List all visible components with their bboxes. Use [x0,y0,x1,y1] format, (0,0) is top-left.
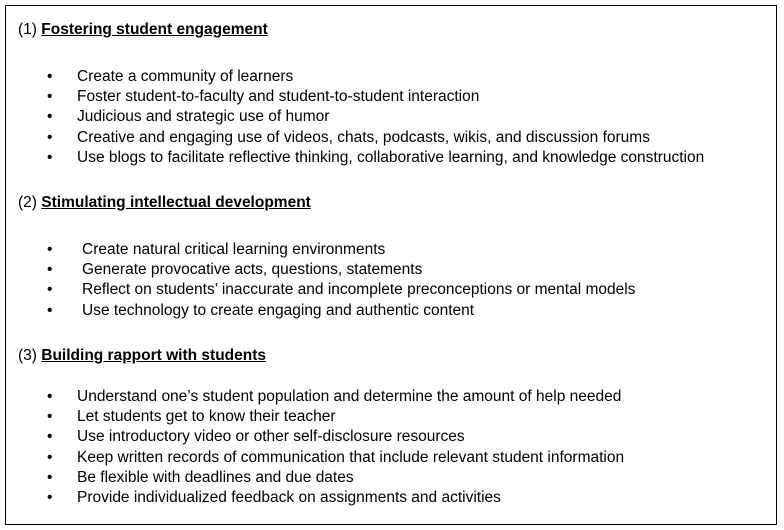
section-number: (3) [18,347,37,364]
section-number: (2) [18,194,37,211]
section-heading [18,347,266,365]
document-frame: (1) Fostering student engagement • Create a community of learners • Foster student-to-faculty and student-to-student interaction • Judicious and strategic use of humor • Creative and engaging use of videos, chats, podcasts, wikis, and discussion forums • Use blogs to facilitate reflective thinking, collaborative learning, and knowledge construction (2) Stimulating intellectual development • Create natural critical learning environments • Generate provocative acts, questions, statements • Reflect on students’ inaccurate and incomplete preconceptions or mental models • Use technology to create engaging and authentic content (3) Building rapport with students • Understand one’s student population and determine the amount of help needed • Let students get to know their teacher • Use introductory video or other self-disclosure resources • Keep written records of communication that include relevant student information • Be flexible with deadlines and due dates • Provide individualized feedback on assignments and activities [5,5,777,525]
bullet-icon: • [47,301,53,319]
section-heading [18,21,268,39]
bullet-icon: • [47,468,53,486]
section-title: Building rapport with students [41,347,267,364]
bullet-icon: • [47,241,53,258]
section-title: Stimulating intellectual development [41,194,311,211]
bullet-icon: • [47,261,53,279]
bullet-icon: • [47,488,53,506]
bullet-icon: • [47,448,53,466]
bullet-icon: • [47,281,53,299]
bullet-icon: • [47,68,53,85]
bullet-icon: • [47,88,53,106]
bullet-icon: • [47,148,53,166]
bullet-icon: • [47,108,53,126]
section-number: (1) [18,21,37,38]
bullet-icon: • [47,128,53,146]
bullet-icon: • [47,388,53,405]
section-heading [18,194,311,212]
bullet-icon: • [47,428,53,446]
section-title: Fostering student engagement [41,21,268,38]
bullet-icon: • [47,408,53,426]
